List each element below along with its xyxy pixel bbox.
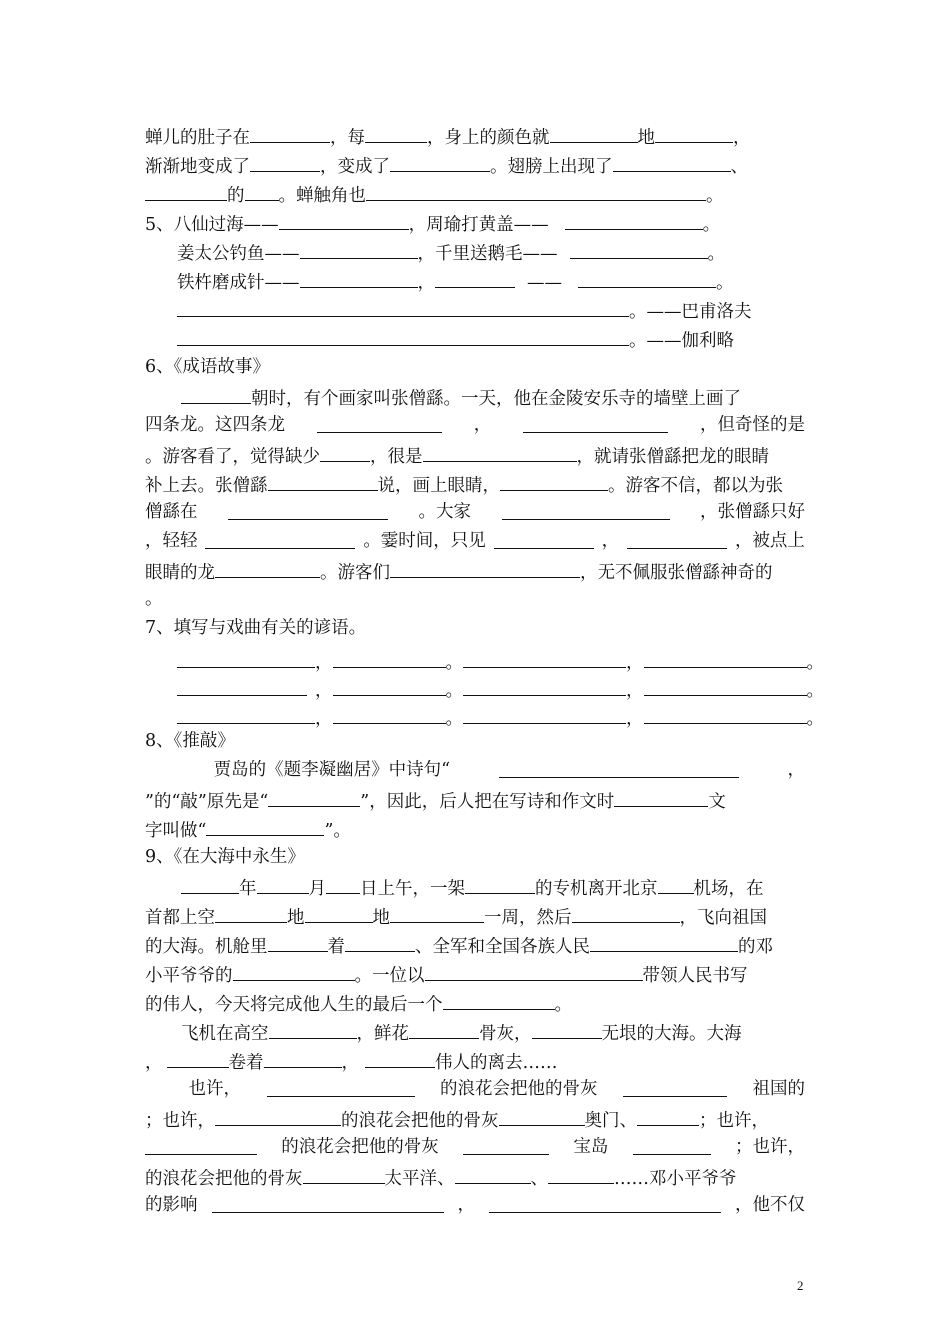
text: 伟人的离去…… <box>435 1053 558 1073</box>
text: 僧繇在 <box>145 502 198 522</box>
blank[interactable] <box>233 959 355 981</box>
text: 。游客不信，都以为张 <box>608 476 783 496</box>
text: 。 <box>806 709 824 729</box>
text: ，千里送鹅毛—— <box>417 244 558 264</box>
blank[interactable] <box>300 266 418 288</box>
text: 小平爷爷的 <box>145 966 233 986</box>
blank[interactable] <box>245 179 279 201</box>
blank[interactable] <box>390 901 484 923</box>
s9-line-9 <box>145 1104 805 1133</box>
text: ， <box>473 415 492 435</box>
text: ， <box>341 1053 359 1073</box>
blank[interactable] <box>443 988 555 1010</box>
blank[interactable] <box>644 674 807 696</box>
text: 。——巴甫洛夫 <box>629 302 752 322</box>
text: ”的“敲”原先是“ <box>145 792 269 812</box>
blank[interactable] <box>502 498 670 520</box>
text: —— <box>527 273 562 293</box>
text: 。 <box>706 186 724 206</box>
text: ，鲜花 <box>356 1024 409 1044</box>
s7-title <box>145 614 805 643</box>
blank[interactable] <box>463 646 626 668</box>
text: 、全军和全国各族人民 <box>415 937 590 957</box>
s8-line-1 <box>145 756 805 785</box>
s9-line-11 <box>145 1162 805 1191</box>
text: ，就请张僧繇把龙的眼睛 <box>576 447 769 467</box>
blank[interactable] <box>590 930 738 952</box>
s6-line-3 <box>145 440 805 469</box>
blank[interactable] <box>465 872 535 894</box>
text: 卷着 <box>228 1053 264 1073</box>
text: 太平洋、 <box>384 1169 455 1189</box>
s9-line-2 <box>145 901 805 930</box>
text: 无垠的大海。大海 <box>601 1024 742 1044</box>
text: ；也许， <box>699 1111 769 1131</box>
text: 。 <box>445 709 463 729</box>
blank[interactable] <box>565 208 703 230</box>
s6-line-7 <box>145 556 805 585</box>
text: ，飞向祖国 <box>679 908 767 928</box>
text: 。蝉触角也 <box>278 186 366 206</box>
text: 月 <box>308 879 326 899</box>
text: 贾岛的《题李凝幽居》中诗句“ <box>213 760 451 780</box>
blank[interactable] <box>409 1017 479 1039</box>
blank[interactable] <box>317 411 442 433</box>
text: 。游客们 <box>320 563 390 583</box>
blank[interactable] <box>267 1075 415 1097</box>
text: 的大海。机舱里 <box>145 937 268 957</box>
text: 地 <box>287 908 305 928</box>
text: 。 <box>716 273 734 293</box>
section-6-title: 6、《成语故事》 <box>145 357 270 377</box>
blank[interactable] <box>268 469 378 491</box>
s7-row-1 <box>177 646 824 675</box>
blank[interactable] <box>181 872 239 894</box>
text: 着 <box>327 937 345 957</box>
text: ， <box>626 709 644 729</box>
text: 奥门、 <box>584 1111 637 1131</box>
text: 眼睛的龙 <box>145 563 215 583</box>
text: 也许， <box>188 1079 241 1099</box>
text: 铁杵磨成针—— <box>177 273 300 293</box>
s5-line-3 <box>177 266 805 295</box>
text: ， <box>601 531 620 551</box>
blank[interactable] <box>435 266 515 288</box>
blank[interactable] <box>177 295 629 317</box>
section-5-title: 5、八仙过海—— <box>145 215 279 235</box>
blank[interactable] <box>212 1191 444 1213</box>
blank[interactable] <box>177 324 629 346</box>
blank[interactable] <box>268 785 360 807</box>
text: 的浪花会把他的骨灰 <box>281 1137 439 1157</box>
blank[interactable] <box>548 1162 614 1184</box>
text: 补上去。张僧繇 <box>145 476 268 496</box>
s6-line-1 <box>145 382 805 411</box>
text: 宝岛 <box>573 1137 609 1157</box>
blank[interactable] <box>623 1075 727 1097</box>
text: ， <box>626 681 644 701</box>
s9-line-12 <box>145 1191 805 1220</box>
blank[interactable] <box>345 930 415 952</box>
text: ”。 <box>324 821 351 841</box>
s8-line-3 <box>145 814 805 843</box>
text: 。 <box>806 653 824 673</box>
blank[interactable] <box>532 1017 602 1039</box>
blank[interactable] <box>463 674 626 696</box>
blank[interactable] <box>614 785 708 807</box>
blank[interactable] <box>279 208 409 230</box>
text: ， <box>733 128 751 148</box>
text: 的浪花会把他的骨灰 <box>440 1079 598 1099</box>
text: ， <box>626 653 644 673</box>
blank[interactable] <box>167 1046 229 1068</box>
text: ， <box>315 653 333 673</box>
text: 的专机离开北京 <box>535 879 658 899</box>
s8-line-2 <box>145 785 805 814</box>
s4-line-2 <box>145 150 805 179</box>
blank[interactable] <box>463 1133 549 1155</box>
text: ；也许， <box>145 1111 215 1131</box>
text: ，他不仅 <box>735 1195 805 1215</box>
blank[interactable] <box>365 121 427 143</box>
blank[interactable] <box>366 179 706 201</box>
blank[interactable] <box>257 872 309 894</box>
text: 。 <box>554 995 572 1015</box>
text: ，被点上 <box>734 531 805 551</box>
blank[interactable] <box>320 440 370 462</box>
s9-line-6 <box>145 1017 805 1046</box>
text: ，但奇怪的是 <box>700 415 805 435</box>
text: 、 <box>730 157 748 177</box>
blank[interactable] <box>303 1162 385 1184</box>
text: ……邓小平爷爷 <box>614 1169 737 1189</box>
blank[interactable] <box>572 901 680 923</box>
text: ， <box>417 273 435 293</box>
text: 机场，在 <box>693 879 764 899</box>
text: ，周瑜打黄盖—— <box>408 215 549 235</box>
text: 说，画上眼睛， <box>377 476 500 496</box>
text: 年 <box>239 879 257 899</box>
text: 四条龙。这四条龙 <box>145 415 285 435</box>
text: 带领人民书写 <box>642 966 748 986</box>
text: 的影响 <box>145 1195 198 1215</box>
section-8-title: 8、《推敲》 <box>145 731 235 751</box>
blank[interactable] <box>215 556 320 578</box>
text: 朝时，有个画家叫张僧繇。一天，他在金陵安乐寺的墙壁上画了 <box>251 389 741 409</box>
text: 渐渐地变成了 <box>145 157 250 177</box>
blank[interactable] <box>578 266 716 288</box>
s9-line-8 <box>145 1075 805 1104</box>
blank[interactable] <box>177 674 307 696</box>
blank[interactable] <box>269 1017 357 1039</box>
s9-line-1 <box>145 872 805 901</box>
text: 骨灰， <box>479 1024 532 1044</box>
s6-line-5 <box>145 498 805 527</box>
blank[interactable] <box>390 556 580 578</box>
text: 飞机在高空 <box>181 1024 269 1044</box>
blank[interactable] <box>333 646 446 668</box>
blank[interactable] <box>637 1104 699 1126</box>
blank[interactable] <box>215 901 287 923</box>
text: 。游客看了，觉得缺少 <box>145 447 320 467</box>
s7-row-2 <box>177 674 824 703</box>
text: 地 <box>372 908 390 928</box>
blank[interactable] <box>489 1191 721 1213</box>
text: 首都上空 <box>145 908 215 928</box>
section-7-title: 7、填写与戏曲有关的谚语。 <box>145 618 367 638</box>
blank[interactable] <box>494 527 594 549</box>
blank[interactable] <box>500 469 608 491</box>
s4-line-1 <box>145 121 805 150</box>
text: 。一位以 <box>354 966 425 986</box>
blank[interactable] <box>455 1162 531 1184</box>
blank[interactable] <box>658 872 694 894</box>
s9-line-10 <box>145 1133 805 1162</box>
text: ，轻轻 <box>145 531 198 551</box>
s5-quote-1 <box>177 295 805 324</box>
blank[interactable] <box>326 872 360 894</box>
s8-title <box>145 727 805 756</box>
s6-line-2 <box>145 411 805 440</box>
blank[interactable] <box>550 121 638 143</box>
s4-line-3 <box>145 179 805 208</box>
blank[interactable] <box>633 1133 711 1155</box>
s5-line-1 <box>145 208 805 237</box>
blank[interactable] <box>644 702 807 724</box>
blank[interactable] <box>333 702 446 724</box>
blank[interactable] <box>145 1133 257 1155</box>
blank[interactable] <box>206 814 324 836</box>
blank[interactable] <box>365 1046 435 1068</box>
blank[interactable] <box>177 702 315 724</box>
blank[interactable] <box>333 674 446 696</box>
text: ，很是 <box>370 447 423 467</box>
text: 一周，然后 <box>484 908 572 928</box>
blank[interactable] <box>215 1104 341 1126</box>
text: 。 <box>445 653 463 673</box>
s5-quote-2 <box>177 324 805 353</box>
blank[interactable] <box>627 527 727 549</box>
text: 。 <box>445 681 463 701</box>
text: 。翅膀上出现了 <box>490 157 613 177</box>
page-number: 2 <box>797 1278 804 1293</box>
blank[interactable] <box>145 179 227 201</box>
text: ，张僧繇只好 <box>700 502 805 522</box>
blank[interactable] <box>205 527 355 549</box>
blank[interactable] <box>264 1046 342 1068</box>
text: 姜太公钓鱼—— <box>177 244 300 264</box>
text: ， <box>315 709 333 729</box>
s6-line-6 <box>145 527 805 556</box>
blank[interactable] <box>305 901 373 923</box>
blank[interactable] <box>181 382 251 404</box>
blank[interactable] <box>423 440 577 462</box>
text: 。大家 <box>418 502 471 522</box>
s9-line-4 <box>145 959 805 988</box>
text: 的伟人，今天将完成他人生的最后一个 <box>145 995 443 1015</box>
text: ，身上的颜色就 <box>427 128 550 148</box>
text: 文 <box>708 792 726 812</box>
s6-title <box>145 353 805 382</box>
text: 的 <box>227 186 245 206</box>
blank[interactable] <box>499 1104 585 1126</box>
blank[interactable] <box>570 237 708 259</box>
s5-line-2 <box>177 237 805 266</box>
s9-title <box>145 843 805 872</box>
text: ；也许， <box>734 1137 805 1157</box>
text: 蝉儿的肚子在 <box>145 128 250 148</box>
text: 、 <box>530 1169 548 1189</box>
text: 。 <box>702 215 721 235</box>
s6-line-8 <box>145 585 805 614</box>
blank[interactable] <box>523 411 668 433</box>
text: 。霎时间，只见 <box>363 531 486 551</box>
s6-line-4 <box>145 469 805 498</box>
s9-line-5 <box>145 988 805 1017</box>
blank[interactable] <box>644 646 807 668</box>
blank[interactable] <box>228 498 388 520</box>
text: 地 <box>637 128 655 148</box>
blank[interactable] <box>613 150 731 172</box>
s9-line-3 <box>145 930 805 959</box>
blank[interactable] <box>250 121 330 143</box>
text: 的浪花会把他的骨灰 <box>145 1169 303 1189</box>
text: ， <box>315 681 333 701</box>
blank[interactable] <box>177 646 315 668</box>
blank[interactable] <box>268 930 328 952</box>
text: 。 <box>145 589 163 609</box>
blank[interactable] <box>655 121 733 143</box>
text: 的邓 <box>738 937 773 957</box>
text: ， <box>145 1053 163 1073</box>
text: 的浪花会把他的骨灰 <box>341 1111 499 1131</box>
text: 。——伽利略 <box>629 331 734 351</box>
text: 字叫做“ <box>145 821 207 841</box>
blank[interactable] <box>390 150 490 172</box>
blank[interactable] <box>499 756 739 778</box>
blank[interactable] <box>463 702 626 724</box>
text: 。 <box>806 681 824 701</box>
text: ， <box>457 1195 475 1215</box>
text: ， <box>787 760 805 780</box>
text: ，每 <box>330 128 365 148</box>
text: 日上午，一架 <box>360 879 465 899</box>
text: 祖国的 <box>752 1079 805 1099</box>
blank[interactable] <box>300 237 418 259</box>
text: 。 <box>707 244 725 264</box>
text: ”，因此，后人把在写诗和作文时 <box>360 792 615 812</box>
text: ，变成了 <box>320 157 390 177</box>
text: ，无不佩服张僧繇神奇的 <box>580 563 773 583</box>
section-9-title: 9、《在大海中永生》 <box>145 847 305 867</box>
blank[interactable] <box>425 959 643 981</box>
blank[interactable] <box>250 150 320 172</box>
s9-line-7 <box>145 1046 805 1075</box>
